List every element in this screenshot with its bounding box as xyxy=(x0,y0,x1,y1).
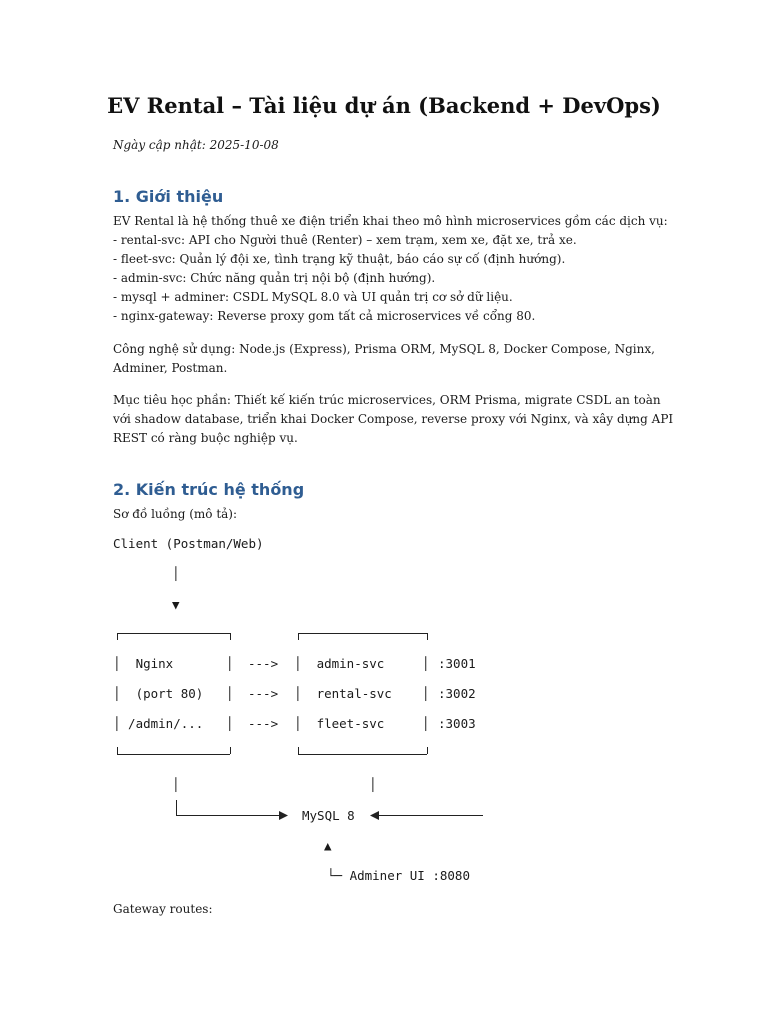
gateway-row-port: │ (port 80) │ xyxy=(113,686,234,701)
gateway-routes-text: Gateway routes: xyxy=(113,902,213,916)
services-box-top xyxy=(298,633,427,634)
service-row-admin: │ admin-svc │ xyxy=(294,656,430,671)
gateway-down-bar: │ xyxy=(172,777,180,792)
client-down-arrow: ▼ xyxy=(172,597,180,612)
services-box-bottom xyxy=(298,754,427,755)
port-rental: :3002 xyxy=(438,686,476,701)
port-fleet: :3003 xyxy=(438,716,476,731)
gateway-box-top xyxy=(117,633,230,634)
gateway-box-top-left xyxy=(117,633,118,640)
flow-label-text: Sơ đồ luồng (mô tả): xyxy=(113,507,238,521)
right-arrowhead-icon xyxy=(279,811,288,820)
left-connector-vertical xyxy=(176,800,177,815)
gateway-box-top-right xyxy=(230,633,231,640)
right-connector-horizontal xyxy=(377,815,483,816)
section-2-heading: 2. Kiến trúc hệ thống xyxy=(113,480,305,499)
adminer-up-arrow: ▲ xyxy=(324,838,332,853)
goal-paragraph xyxy=(113,391,673,448)
page-title: EV Rental – Tài liệu dự án (Backend + DevOps) xyxy=(107,93,661,118)
gateway-box-bottom-right xyxy=(230,747,231,754)
left-connector-horizontal xyxy=(176,815,282,816)
intro-line: - admin-svc: Chức năng quản trị nội bộ (định hướng). xyxy=(113,271,436,285)
tech-line: Adminer, Postman. xyxy=(113,361,228,375)
tech-line: Công nghệ sử dụng: Node.js (Express), Prisma ORM, MySQL 8, Docker Compose, Nginx, xyxy=(113,342,655,356)
mysql-label: MySQL 8 xyxy=(302,808,355,823)
intro-paragraph xyxy=(113,212,673,326)
goal-line: REST có ràng buộc nghiệp vụ. xyxy=(113,431,298,445)
services-box-bottom-right xyxy=(427,747,428,754)
updated-date: Ngày cập nhật: 2025-10-08 xyxy=(113,138,279,152)
services-box-top-right xyxy=(427,633,428,640)
gateway-routes-label xyxy=(113,900,673,919)
intro-line: - fleet-svc: Quản lý đội xe, tình trạng kỹ thuật, báo cáo sự cố (định hướng). xyxy=(113,252,566,266)
section-1-heading: 1. Giới thiệu xyxy=(113,187,224,206)
intro-line: - mysql + adminer: CSDL MySQL 8.0 và UI quản trị cơ sở dữ liệu. xyxy=(113,290,513,304)
flow-label xyxy=(113,505,673,524)
intro-line: - rental-svc: API cho Người thuê (Renter) – xem trạm, xem xe, đặt xe, trả xe. xyxy=(113,233,577,247)
service-row-rental: │ rental-svc │ xyxy=(294,686,430,701)
route-arrow: ---> xyxy=(248,716,279,731)
services-box-bottom-left xyxy=(298,747,299,754)
service-row-fleet: │ fleet-svc │ xyxy=(294,716,430,731)
services-box-top-left xyxy=(298,633,299,640)
client-label: Client (Postman/Web) xyxy=(113,536,264,551)
goal-line: với shadow database, triển khai Docker Compose, reverse proxy với Nginx, và xây dựng API xyxy=(113,412,674,426)
adminer-label: └─ Adminer UI :8080 xyxy=(327,868,470,883)
intro-line: - nginx-gateway: Reverse proxy gom tất cả microservices về cổng 80. xyxy=(113,309,536,323)
intro-line: EV Rental là hệ thống thuê xe điện triển khai theo mô hình microservices gồm các dịch vụ: xyxy=(113,214,668,228)
port-admin: :3001 xyxy=(438,656,476,671)
goal-line: Mục tiêu học phần: Thiết kế kiến trúc microservices, ORM Prisma, migrate CSDL an toàn xyxy=(113,393,661,407)
gateway-row-admin-path: │ /admin/... │ xyxy=(113,716,234,731)
gateway-row-nginx: │ Nginx │ xyxy=(113,656,234,671)
tech-paragraph xyxy=(113,340,673,378)
gateway-box-bottom xyxy=(117,754,230,755)
client-down-bar: │ xyxy=(172,566,180,581)
services-down-bar: │ xyxy=(369,777,377,792)
route-arrow: ---> xyxy=(248,656,279,671)
gateway-box-bottom-left xyxy=(117,747,118,754)
route-arrow: ---> xyxy=(248,686,279,701)
